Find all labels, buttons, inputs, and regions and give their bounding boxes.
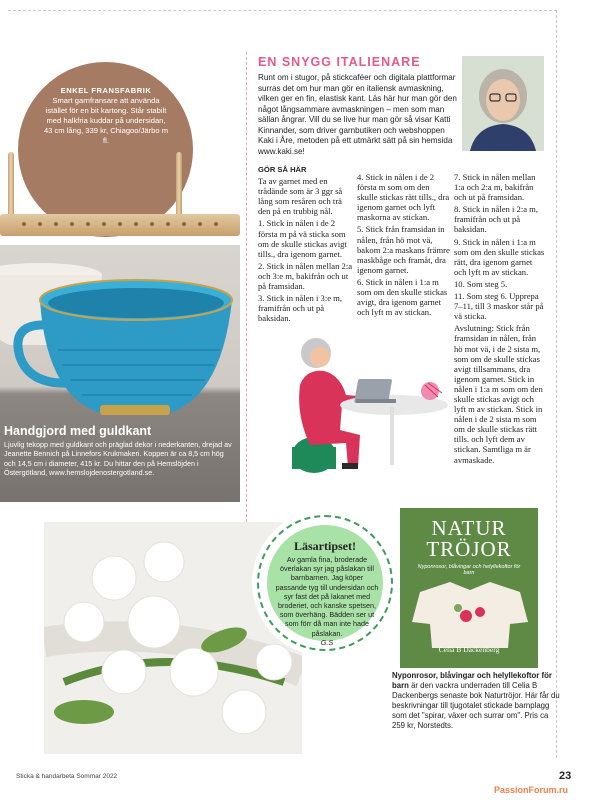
fringe-rack bbox=[0, 214, 240, 236]
teacup-title: Handgjord med guldkant bbox=[4, 424, 152, 438]
finishing-text: Avslutning: Stick från framsidan in nålen, från hö mot vä, i de 2 sista m, som om de skulle stickas avigt tillsammans, dra igenom garnet. Stick in nålen i 1:a m som om den skulle stickas avigt och lyft m av stickan. Stick in nålen i de 2 sista m som om de skulle stickas rätt tills. och lyft dem av stickan. Samtliga m är avmaskade. bbox=[454, 323, 543, 465]
step-text: 3. Stick in nålen i 3:e m, framifrån och ut på baksidan. bbox=[258, 293, 343, 324]
teacup-caption bbox=[4, 424, 236, 477]
knitting-woman-illustration bbox=[290, 335, 448, 480]
book-body: är den vackra underraden till Celia B Dackenbergs senaste bok Naturtröjor. Här får du beskrivningar till tjugotalet stickade barnplagg som det "spirar, växer och surrar om". Pris ca 259 kr, Norstedts. bbox=[392, 681, 560, 730]
watermark: PassionForum.ru bbox=[494, 785, 569, 795]
article-column-3 bbox=[454, 172, 546, 467]
fringe-tool-photo bbox=[0, 32, 240, 237]
book-lead: Nyponrosor, blåvingar och helyllekoftor för barn bbox=[392, 671, 552, 690]
article-heading: EN SNYGG ITALIENARE bbox=[258, 55, 421, 69]
reader-tip-bubble bbox=[257, 515, 393, 651]
step-text: 5. Stick från framsidan in nålen, från hö mot vä, bakom 2:a maskans främre maskbåge och framåt, dra igenom garnet. bbox=[357, 224, 450, 275]
reader-tip-signature: G.S bbox=[320, 637, 334, 647]
magazine-footer: Sticka & handarbeta Sommar 2022 bbox=[16, 773, 118, 780]
fringe-tool-text: Smart garnfransare att använda istället för en bit kartong. Står stabilt med halkfria kuddar på undersidan, 43 cm lång, 339 kr, Chiagoo/Järbo m fl. bbox=[43, 96, 169, 145]
column-divider bbox=[246, 52, 247, 522]
step-text: 11. Som steg 6. Upprepa 7–11, till 3 maskor står på vä sticka. bbox=[454, 291, 544, 322]
step-text: Ta av garnet med en trådände som är 3 ggr så lång som resåren och trä den på en trubbig nål. bbox=[258, 176, 343, 217]
reader-tip-text bbox=[275, 555, 379, 647]
step-text: 6. Stick in nålen i 1:a m som om den skulle stickas avigt, dra igenom garnet och lyft m av stickan. bbox=[357, 276, 448, 318]
article-subheading: GÖR SÅ HÄR bbox=[258, 165, 307, 174]
step-text: 2. Stick in nålen mellan 2:a och 3:e m, bakifrån och ut på framsidan. bbox=[258, 260, 353, 292]
book-cover-author: Celia B Dackenberg bbox=[438, 645, 500, 654]
article-intro: Runt om i stugor, på stickcaféer och digitala plattformar surras det om hur man gör en italiensk avmaskning, vilken ger en fin, elastisk kant. Läs här hur man gör den något långsammare avmaskningen – men som man sällan ångrar. Vill du se live hur man gör så visar Katti Kinnander, som driver garnbutiken och webshoppen Kaki i Åre, metoden på ett utmärkt sätt på sin hemsida www.kaki.se! bbox=[258, 73, 457, 156]
step-text: 7. Stick in nålen mellan 1:a och 2:a m, bakifrån och ut på framsidan. bbox=[454, 172, 536, 203]
step-text: 10. Som steg 5. bbox=[454, 278, 508, 289]
step-text: 4. Stick in nålen i de 2 första m som om den skulle stickas rätt tills., dra igenom garnet och lyft maskorna av stickan. bbox=[357, 172, 450, 223]
book-cover bbox=[400, 508, 538, 668]
book-description bbox=[392, 671, 560, 731]
fringe-tool-caption bbox=[42, 86, 170, 146]
step-text: 8. Stick in nålen i 2:a m, framifrån och ut på baksidan. bbox=[454, 204, 539, 235]
teacup-text: Ljuvlig tekopp med guldkant och präglad dekor i nederkanten, drejad av Jeanette Bennich på Linnefors Krukmakeri. Koppen är ca 8,5 cm hög och 14,5 cm i diameter, 415 kr. Du hittar den på Hemslöjden i Östergötland, www.hemslojdenostergotland.se. bbox=[4, 440, 232, 477]
book-cover-title: NATUR TRÖJOR bbox=[426, 516, 512, 561]
step-text: 1. Stick in nålen i de 2 första m på vä sticka som om de skulle stickas avigt tills., dra igenom garnet. bbox=[258, 218, 347, 259]
reader-tip-body: Av gamla fina, broderade överlakan syr jag påslakan till barnbarnen. Jag köper passande tyg till undersidan och syr fast det på lakanet med broderiet, och kanske spetsen, som överhäng. Bädden ser ut som förr då man inte hade påslakan. bbox=[275, 555, 379, 638]
fringe-tool-title: ENKEL FRANSFABRIK bbox=[60, 86, 152, 95]
step-text: 9. Stick in nålen i 1:a m som om den skulle stickas rätt, dra igenom garnet och lyft m av stickan. bbox=[454, 236, 545, 277]
article-column-2 bbox=[357, 172, 450, 319]
page-number: 23 bbox=[559, 770, 572, 782]
article-column-1 bbox=[258, 165, 353, 325]
book-cover-subtitle: Nyponrosor, blåvingar och helyllekoftor för barn bbox=[417, 564, 521, 576]
author-portrait bbox=[462, 56, 544, 151]
reader-tip-title: Läsartipset! bbox=[294, 539, 356, 553]
sweater-illustration bbox=[410, 582, 530, 648]
